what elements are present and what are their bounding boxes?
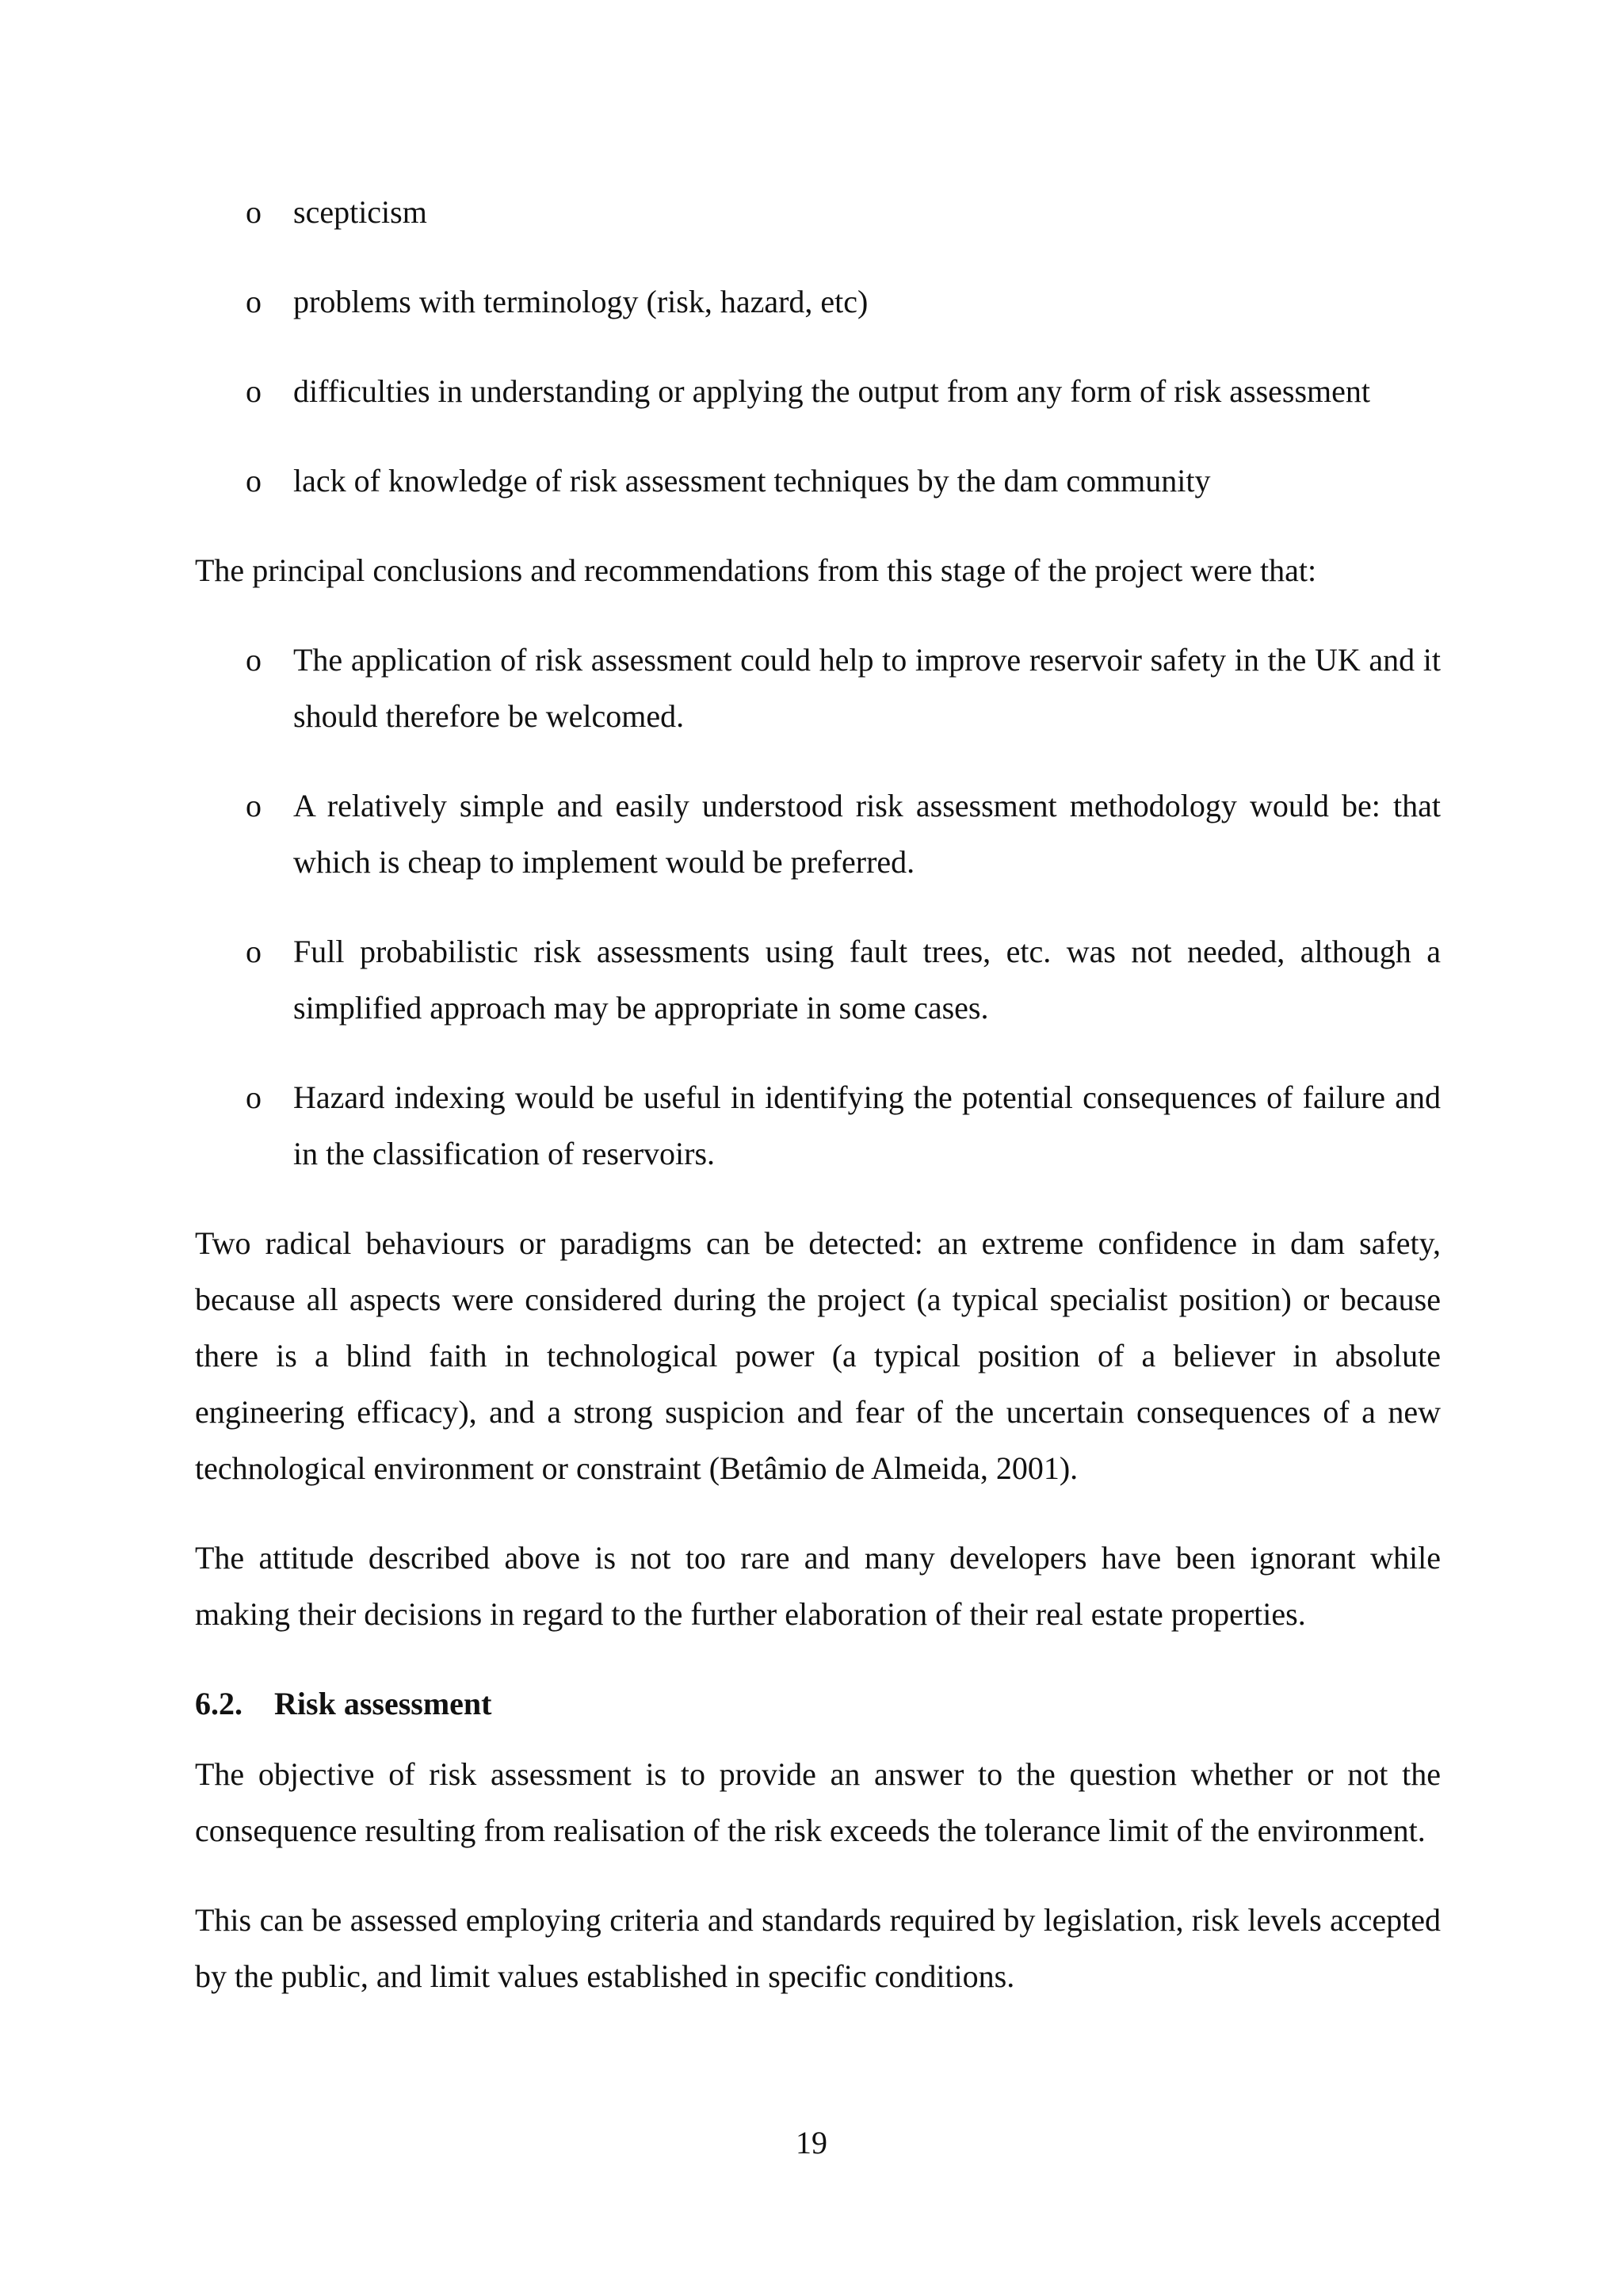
paragraph-criteria: This can be assessed employing criteria and standards required by legislation, risk levels accepted by the public, and limit values established in specific conditions. — [195, 1902, 1441, 1994]
bullet-marker: o — [246, 284, 262, 319]
bullet-marker: o — [246, 934, 262, 969]
bullet-marker: o — [246, 194, 262, 230]
paragraph-objective: The objective of risk assessment is to provide an answer to the question whether or not the consequence resulting from realisation of the risk exceeds the tolerance limit of the environment. — [195, 1756, 1441, 1848]
page-number: 19 — [796, 2125, 827, 2160]
list-item-text: A relatively simple and easily understood risk assessment methodology would be: that which is cheap to implement would be preferred. — [293, 788, 1441, 880]
bullet-list-barriers — [195, 184, 1441, 509]
list-item-text: scepticism — [293, 194, 427, 230]
section-heading — [195, 1675, 1441, 1732]
page-content — [195, 184, 1441, 2038]
list-item — [195, 777, 1441, 890]
bullet-marker: o — [246, 788, 262, 823]
list-item-text: lack of knowledge of risk assessment techniques by the dam community — [293, 463, 1211, 499]
list-item — [195, 184, 1441, 240]
bullet-marker: o — [246, 373, 262, 409]
paragraph-paradigms: Two radical behaviours or paradigms can be detected: an extreme confidence in dam safety, because all aspects were considered during the project (a typical specialist position) or because there is a blind faith in technological power (a typical position of a believer in absolute engineering efficacy), and a strong suspicion and fear of the uncertain consequences of a new technological environment or constraint (Betâmio de Almeida, 2001). — [195, 1225, 1441, 1486]
bullet-marker: o — [246, 463, 262, 499]
list-item-text: The application of risk assessment could help to improve reservoir safety in the UK and it should therefore be welcomed. — [293, 642, 1441, 734]
list-item-text: difficulties in understanding or applying the output from any form of risk assessment — [293, 373, 1371, 409]
section-title: Risk assessment — [274, 1686, 492, 1721]
list-item — [195, 363, 1441, 419]
section-number: 6.2. — [195, 1686, 242, 1721]
paragraph-conclusions: The principal conclusions and recommendations from this stage of the project were that: — [195, 552, 1317, 588]
bullet-marker: o — [246, 642, 262, 678]
bullet-list-conclusions — [195, 632, 1441, 1182]
list-item-text: Hazard indexing would be useful in identifying the potential consequences of failure and in the classification of reservoirs. — [293, 1079, 1441, 1171]
bullet-marker: o — [246, 1079, 262, 1115]
list-item-text: Full probabilistic risk assessments using fault trees, etc. was not needed, although a simplified approach may be appropriate in some cases. — [293, 934, 1441, 1026]
list-item — [195, 923, 1441, 1036]
list-item — [195, 632, 1441, 744]
paragraph-attitude: The attitude described above is not too rare and many developers have been ignorant while making their decisions in regard to the further elaboration of their real estate properties. — [195, 1540, 1441, 1632]
list-item-text: problems with terminology (risk, hazard, etc) — [293, 284, 869, 319]
list-item — [195, 273, 1441, 330]
list-item — [195, 453, 1441, 509]
list-item — [195, 1069, 1441, 1182]
